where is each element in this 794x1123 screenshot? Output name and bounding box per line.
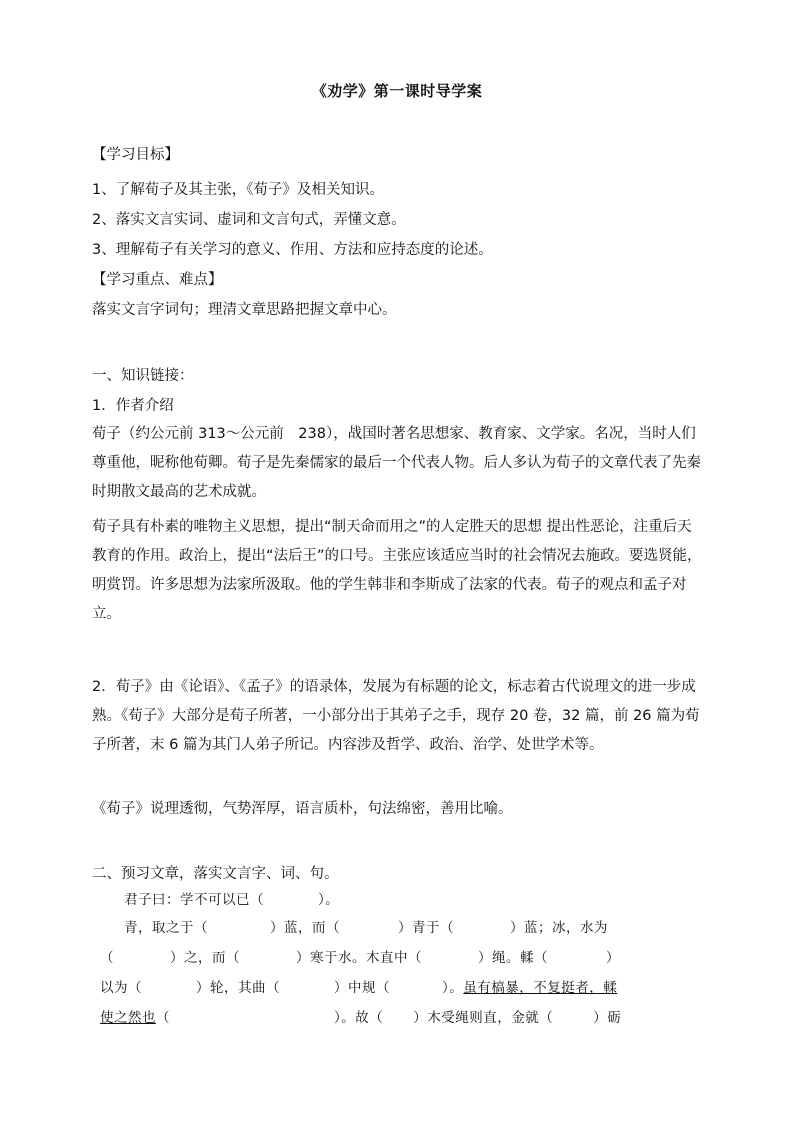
page-title: 《劝学》第一课时导学案 bbox=[311, 82, 483, 100]
exercise-line-5: 使之然也（ ）。故（ ）木受绳则直，金就（ ）砺 bbox=[100, 1010, 622, 1026]
exercise-line-4: 以为（ ）轮，其曲（ ）中规（ ）。虽有槁暴，不复挺者，輮 bbox=[100, 980, 618, 996]
section1-heading: 一、知识链接： bbox=[92, 368, 194, 384]
objective-item-1: 1、了解荀子及其主张，《荀子》及相关知识。 bbox=[92, 182, 384, 198]
author-intro-paragraph: 荀子（约公元前 313～公元前 238），战国时著名思想家、教育家、文学家。名况，当时人们尊重他，昵称他荀卿。荀子是先秦儒家的最后一个代表人物。后人多认为荀子的文章代表了先秦时期散文最高的艺术成就。 bbox=[92, 426, 701, 500]
underlined-sentence-part-2: 使之然也 bbox=[100, 1010, 156, 1026]
exercise-line-2: 青，取之于（ ）蓝，而（ ）青于（ ）蓝；冰，水为 bbox=[124, 920, 608, 936]
exercise-line-3: （ ）之，而（ ）寒于水。木直中（ ）绳。輮（ ） bbox=[100, 950, 620, 966]
key-points-text: 落实文言字词句；理清文章思路把握文章中心。 bbox=[92, 302, 397, 318]
key-points-heading: 【学习重点、难点】 bbox=[92, 272, 223, 288]
objective-item-2: 2、落实文言实词、虚词和文言句式，弄懂文意。 bbox=[92, 212, 406, 228]
objectives-heading: 【学习目标】 bbox=[92, 147, 179, 163]
book-style-paragraph: 《荀子》说理透彻，气势浑厚，语言质朴，句法绵密，善用比喻。 bbox=[92, 801, 513, 817]
exercise-passage bbox=[100, 913, 704, 1033]
author-thought-paragraph: 荀子具有朴素的唯物主义思想，提出“制天命而用之”的人定胜天的思想 提出性恶论，注重后天教育的作用。政治上，提出“法后王”的口号。主张应该适应当时的社会情况去施政。要选贤能，明赏罚。许多思想为法家所汲取。他的学生韩非和李斯成了法家的代表。荀子的观点和孟子对立。 bbox=[92, 519, 702, 622]
section2-heading: 二、预习文章，落实文言字、词、句。 bbox=[92, 866, 339, 882]
underlined-sentence-part-1: 虽有槁暴，不复挺者，輮 bbox=[463, 980, 618, 996]
author-intro-heading: 1．作者介绍 bbox=[92, 398, 174, 414]
exercise-line-1: 君子曰：学不可以已（ ）。 bbox=[124, 892, 340, 908]
objective-item-3: 3、理解荀子有关学习的意义、作用、方法和应持态度的论述。 bbox=[92, 242, 493, 258]
book-intro-paragraph: 2．荀子》由《论语》、《孟子》的语录体，发展为有标题的论文，标志着古代说理文的进一步成熟。《荀子》大部分是荀子所著，一小部分出于其弟子之手，现存 20 卷，32 篇，前 26 篇为荀子所著，末 6 篇为其门人弟子所记。内容涉及哲学、政治、治学、处世学术等。 bbox=[92, 679, 700, 753]
